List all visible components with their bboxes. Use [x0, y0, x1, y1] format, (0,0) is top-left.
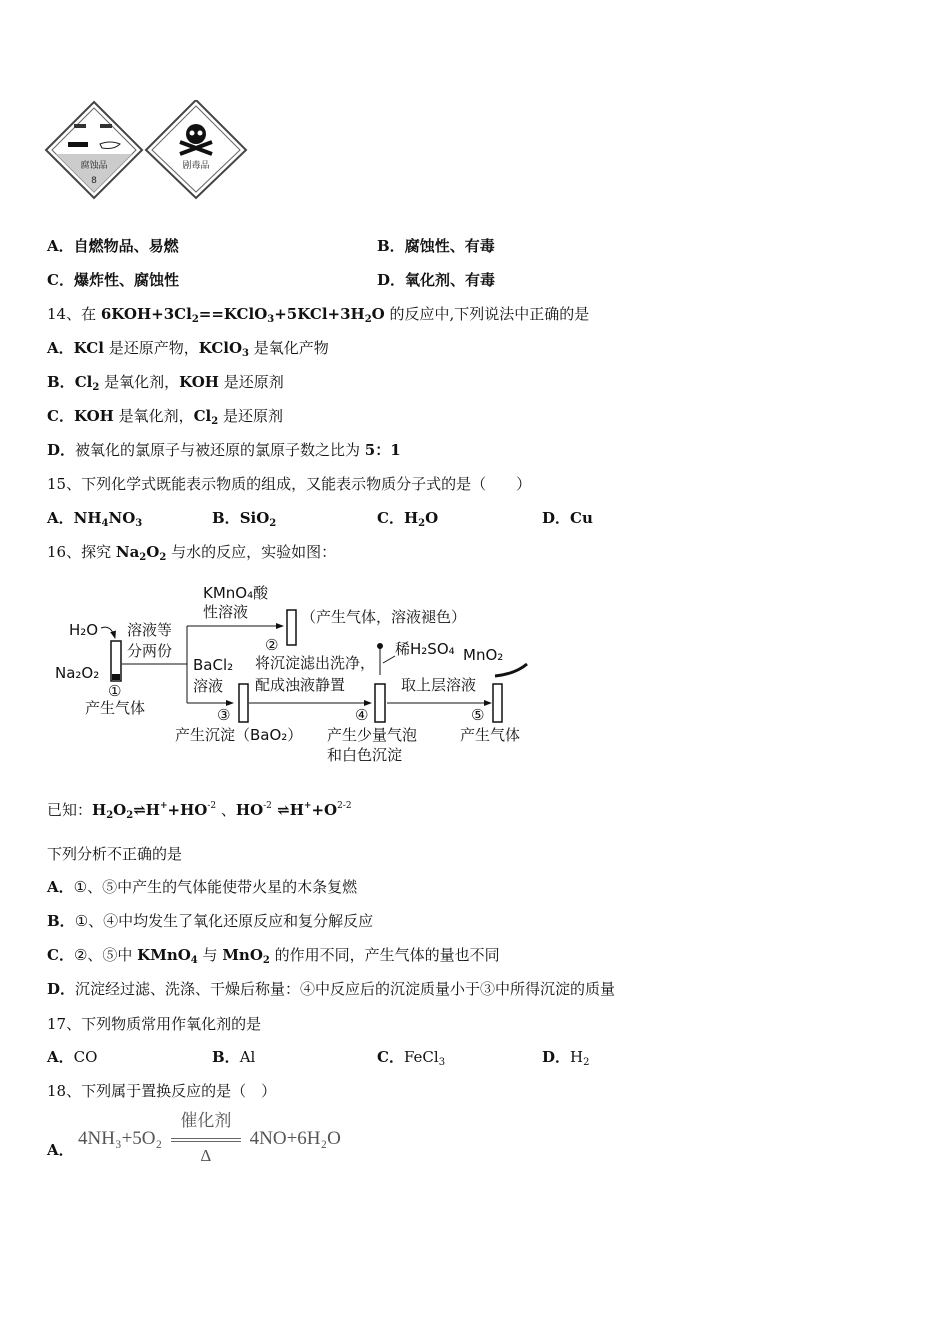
text-line [212, 1047, 255, 1067]
text-segment: KOH [179, 373, 219, 391]
text-line [47, 304, 589, 330]
svg-text:④: ④ [355, 706, 369, 724]
test-tube-4 [375, 684, 385, 722]
text-segment: A． [47, 509, 74, 527]
test-tube-2 [287, 610, 296, 645]
text-segment: NH [73, 509, 102, 527]
text-segment: 的作用不同，产生气体的量也不同 [269, 946, 500, 964]
text-segment: ①、④中均发生了氧化还原反应和复分解反应 [74, 912, 374, 930]
text-line [47, 406, 283, 432]
svg-text:溶液等: 溶液等 [127, 621, 173, 639]
text-segment: A． [47, 878, 74, 896]
text-line [47, 236, 179, 256]
text-segment: B． [212, 1048, 240, 1066]
text-segment: O [425, 509, 439, 527]
text-segment: 2 [418, 518, 426, 529]
svg-text:MnO₂: MnO₂ [463, 646, 504, 664]
text-line [47, 979, 615, 999]
text-segment: FeCl [403, 1048, 439, 1066]
text-segment: 4 [190, 955, 198, 966]
text-segment: KOH [73, 407, 114, 425]
corrosive-sign-icon [46, 102, 142, 198]
svg-text:8: 8 [91, 176, 97, 186]
text-segment: O [113, 801, 127, 819]
svg-text:①: ① [108, 682, 122, 700]
text-segment: Cl [74, 373, 93, 391]
text-segment: 2 [269, 518, 277, 529]
text-segment: 2 [191, 314, 199, 325]
text-segment: 是还原剂 [218, 407, 283, 425]
text-segment: 14、在 [47, 305, 101, 323]
text-segment: D． [377, 271, 406, 289]
text-segment: 氧化剂、有毒 [405, 271, 496, 289]
svg-text:KMnO₄酸: KMnO₄酸 [203, 584, 269, 602]
svg-text:性溶液: 性溶液 [203, 603, 249, 621]
text-segment: B． [377, 237, 405, 255]
equation-products: 4NO+6H₂O [249, 1128, 341, 1149]
svg-text:稀H₂SO₄: 稀H₂SO₄ [395, 640, 455, 658]
text-segment: KClO [198, 339, 243, 357]
catalyst-label: 催化剂 [180, 1110, 232, 1130]
text-line [47, 1081, 276, 1101]
text-segment: NO [108, 509, 136, 527]
text-segment: 2 [262, 955, 270, 966]
text-segment: H [92, 801, 107, 819]
svg-text:⑤: ⑤ [471, 706, 485, 724]
text-segment: 2 [92, 382, 100, 393]
svg-text:Na₂O₂: Na₂O₂ [55, 664, 100, 682]
text-segment: Al [239, 1048, 256, 1066]
text-segment: 4 [101, 518, 109, 529]
text-segment: 2 [211, 416, 219, 427]
svg-text:和白色沉淀: 和白色沉淀 [327, 746, 403, 764]
text-segment: HO [235, 801, 264, 819]
text-segment: O [371, 305, 385, 323]
text-segment: ⇌H [133, 801, 160, 819]
text-line [47, 508, 142, 534]
svg-text:H₂O: H₂O [69, 621, 99, 639]
svg-text:剧毒品: 剧毒品 [182, 161, 210, 171]
hazard-signs [44, 100, 254, 200]
text-segment: D． [47, 441, 76, 459]
text-segment: 5：1 [364, 441, 401, 459]
test-tube-3 [239, 684, 248, 722]
text-line [47, 1140, 74, 1160]
text-segment: A． [47, 1141, 74, 1159]
text-segment: 是还原剂 [218, 373, 284, 391]
text-segment: SiO [239, 509, 270, 527]
text-line [47, 945, 500, 971]
text-line [47, 877, 357, 897]
text-segment: ⇌H [271, 801, 304, 819]
experiment-diagram [55, 578, 535, 768]
text-segment: 是氧化剂， [113, 407, 194, 425]
text-segment: ==KClO [198, 305, 268, 323]
text-segment: 15、下列化学式既能表示物质的组成，又能表示物质分子式的是（ ） [47, 475, 532, 493]
text-line [47, 844, 182, 864]
text-line [542, 1047, 589, 1073]
text-segment: CO [73, 1048, 98, 1066]
text-segment: D． [47, 980, 76, 998]
reaction-condition [171, 1110, 241, 1165]
text-segment: 3 [267, 314, 275, 325]
text-segment: + [303, 801, 312, 811]
text-segment: 被氧化的氯原子与被还原的氯原子数之比为 [75, 441, 365, 459]
text-segment: 与 [197, 946, 223, 964]
equation-reactants: 4NH₃+5O₂ [78, 1128, 163, 1149]
text-segment: -2 [263, 801, 272, 811]
text-line [47, 338, 329, 364]
svg-text:分两份: 分两份 [127, 642, 173, 660]
text-segment: C． [47, 407, 74, 425]
text-segment: D． [542, 509, 571, 527]
text-line [47, 796, 352, 826]
text-segment: 2 [364, 314, 372, 325]
text-line [377, 236, 495, 256]
text-segment: 18、下列属于置换反应的是（ ） [47, 1082, 277, 1100]
text-segment: 是还原产物， [103, 339, 199, 357]
text-segment: B． [212, 509, 240, 527]
text-line [47, 542, 336, 568]
text-segment: Cu [570, 509, 593, 527]
text-segment: Cl [193, 407, 212, 425]
text-segment: +5KCl+3H [274, 305, 365, 323]
text-segment: C． [47, 271, 74, 289]
text-segment: -2 [207, 801, 217, 811]
text-segment: ②、⑤中 [73, 946, 138, 964]
svg-text:配成浊液静置: 配成浊液静置 [255, 676, 346, 694]
text-segment: ①、⑤中产生的气体能使带火星的木条复燃 [73, 878, 358, 896]
text-segment: 爆炸性、腐蚀性 [73, 271, 179, 289]
text-segment: 是氧化产物 [249, 339, 329, 357]
svg-text:产生气体: 产生气体 [85, 699, 146, 717]
text-segment: D． [542, 1048, 571, 1066]
text-segment: MnO [222, 946, 263, 964]
text-line [377, 270, 495, 290]
text-segment: KCl [73, 339, 104, 357]
text-line [47, 1014, 261, 1034]
text-segment: +HO [167, 801, 208, 819]
text-line [212, 508, 276, 534]
text-segment: C． [377, 1048, 404, 1066]
text-segment: 的反应中,下列说法中正确的是 [384, 305, 590, 323]
svg-text:②: ② [265, 636, 279, 654]
text-segment: 3 [135, 518, 143, 529]
reaction-equation [78, 1110, 341, 1165]
text-segment: 2 [126, 810, 134, 821]
text-segment: O [146, 543, 160, 561]
svg-text:产生气体: 产生气体 [460, 726, 521, 744]
text-segment: 2 [139, 552, 147, 563]
text-line [47, 474, 531, 494]
text-segment: 下列分析不正确的是 [47, 845, 183, 863]
text-segment: A． [47, 237, 74, 255]
text-segment: 17、下列物质常用作氧化剂的是 [47, 1015, 262, 1033]
text-line [377, 508, 438, 534]
svg-text:将沉淀滤出洗净，: 将沉淀滤出洗净， [255, 654, 376, 672]
svg-text:（产生气体，溶液褪色）: （产生气体，溶液褪色） [301, 608, 467, 626]
text-segment: H [570, 1048, 584, 1066]
text-segment: 2 [106, 810, 114, 821]
svg-text:腐蚀品: 腐蚀品 [80, 161, 108, 171]
svg-text:BaCl₂: BaCl₂ [193, 656, 234, 674]
text-segment: C． [377, 509, 404, 527]
text-segment: B． [47, 373, 75, 391]
text-segment: 沉淀经过滤、洗涤、干燥后称量：④中反应后的沉淀质量小于③中所得沉淀的质量 [75, 980, 616, 998]
text-line [47, 440, 401, 460]
text-segment: 3 [438, 1057, 446, 1068]
text-line [47, 1047, 97, 1067]
text-line [377, 1047, 445, 1073]
text-segment: 16、探究 [47, 543, 116, 561]
text-segment: A． [47, 1048, 74, 1066]
text-segment: 2 [583, 1057, 590, 1068]
toxic-sign-icon [146, 100, 246, 198]
text-segment: KMnO [137, 946, 191, 964]
text-segment: 自燃物品、易燃 [73, 237, 179, 255]
text-segment: 、 [216, 801, 236, 819]
svg-text:产生少量气泡: 产生少量气泡 [327, 726, 418, 744]
text-line [47, 270, 179, 290]
text-segment: 腐蚀性、有毒 [404, 237, 495, 255]
text-segment: 2 [159, 552, 167, 563]
svg-text:溶液: 溶液 [193, 677, 224, 695]
svg-text:产生沉淀（BaO₂）: 产生沉淀（BaO₂） [175, 726, 303, 744]
text-segment: 与水的反应，实验如图： [166, 543, 337, 561]
text-segment: Na [115, 543, 140, 561]
text-segment: 已知： [47, 801, 93, 819]
text-segment: 是氧化剂， [99, 373, 180, 391]
svg-text:③: ③ [217, 706, 231, 724]
heat-symbol: Δ [200, 1145, 212, 1165]
text-segment: C． [47, 946, 74, 964]
text-line [47, 372, 284, 398]
svg-text:取上层溶液: 取上层溶液 [401, 676, 477, 694]
text-segment: 6KOH+3Cl [100, 305, 192, 323]
text-segment: B． [47, 912, 75, 930]
text-segment: A． [47, 339, 74, 357]
text-segment: + [159, 801, 168, 811]
text-line [47, 911, 373, 931]
text-segment: +O [311, 801, 338, 819]
test-tube-5 [493, 684, 502, 722]
text-line [542, 508, 593, 528]
text-segment: 3 [242, 348, 250, 359]
text-segment: H [403, 509, 419, 527]
text-segment: 2-2 [337, 801, 352, 811]
